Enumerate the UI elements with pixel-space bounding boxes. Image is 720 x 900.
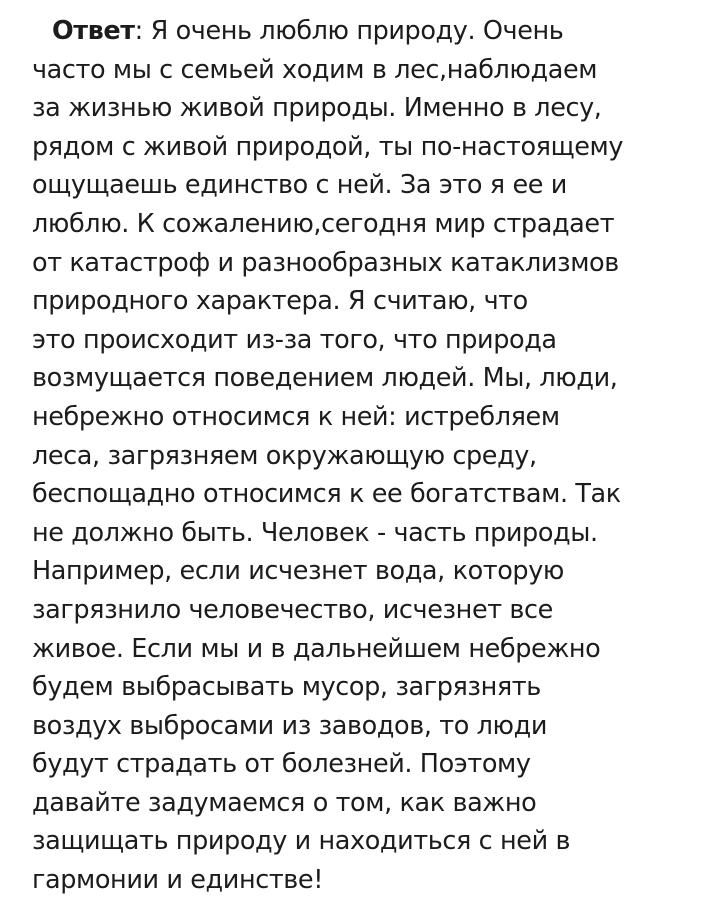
answer-line: воздух выбросами из заводов, то люди — [32, 710, 547, 741]
answer-line: будем выбрасывать мусор, загрязнять — [32, 672, 541, 703]
answer-line: от катастроф и разнообразных катаклизмов — [32, 247, 619, 278]
answer-line: живое. Если мы и в дальнейшем небрежно — [32, 633, 601, 664]
answer-line: небрежно относимся к ней: истребляем — [32, 401, 560, 432]
answer-line: загрязнило человечество, исчезнет все — [32, 594, 553, 625]
answer-text — [32, 12, 702, 900]
answer-line: часто мы с семьей ходим в лес,наблюдаем — [32, 54, 598, 85]
answer-line: рядом с живой природой, ты по-настоящему — [32, 131, 624, 162]
answer-line: беспощадно относимся к ее богатствам. Так — [32, 479, 621, 510]
answer-line: леса, загрязняем окружающую среду, — [32, 440, 537, 471]
answer-line: Например, если исчезнет вода, которую — [32, 556, 564, 587]
answer-line: возмущается поведением людей. Мы, люди, — [32, 363, 618, 394]
answer-line: давайте задумаемся о том, как важно — [32, 787, 537, 818]
answer-line: люблю. К сожалению,сегодня мир страдает — [32, 208, 615, 239]
answer-first-line — [32, 12, 702, 51]
answer-line: гармонии и единстве! — [32, 865, 324, 896]
answer-line: природного характера. Я считаю, что — [32, 286, 528, 317]
answer-line: не должно быть. Человек - часть природы. — [32, 517, 598, 548]
answer-label: Ответ — [52, 16, 135, 46]
answer-line: это происходит из-за того, что природа — [32, 324, 557, 355]
answer-first-line-text: : Я очень люблю природу. Очень — [134, 16, 564, 46]
answer-line: ощущаешь единство с ней. За это я ее и — [32, 170, 567, 201]
answer-line: защищать природу и находиться с ней в — [32, 826, 571, 857]
answer-line: будут страдать от болезней. Поэтому — [32, 749, 531, 780]
answer-line: за жизнью живой природы. Именно в лесу, — [32, 93, 602, 124]
